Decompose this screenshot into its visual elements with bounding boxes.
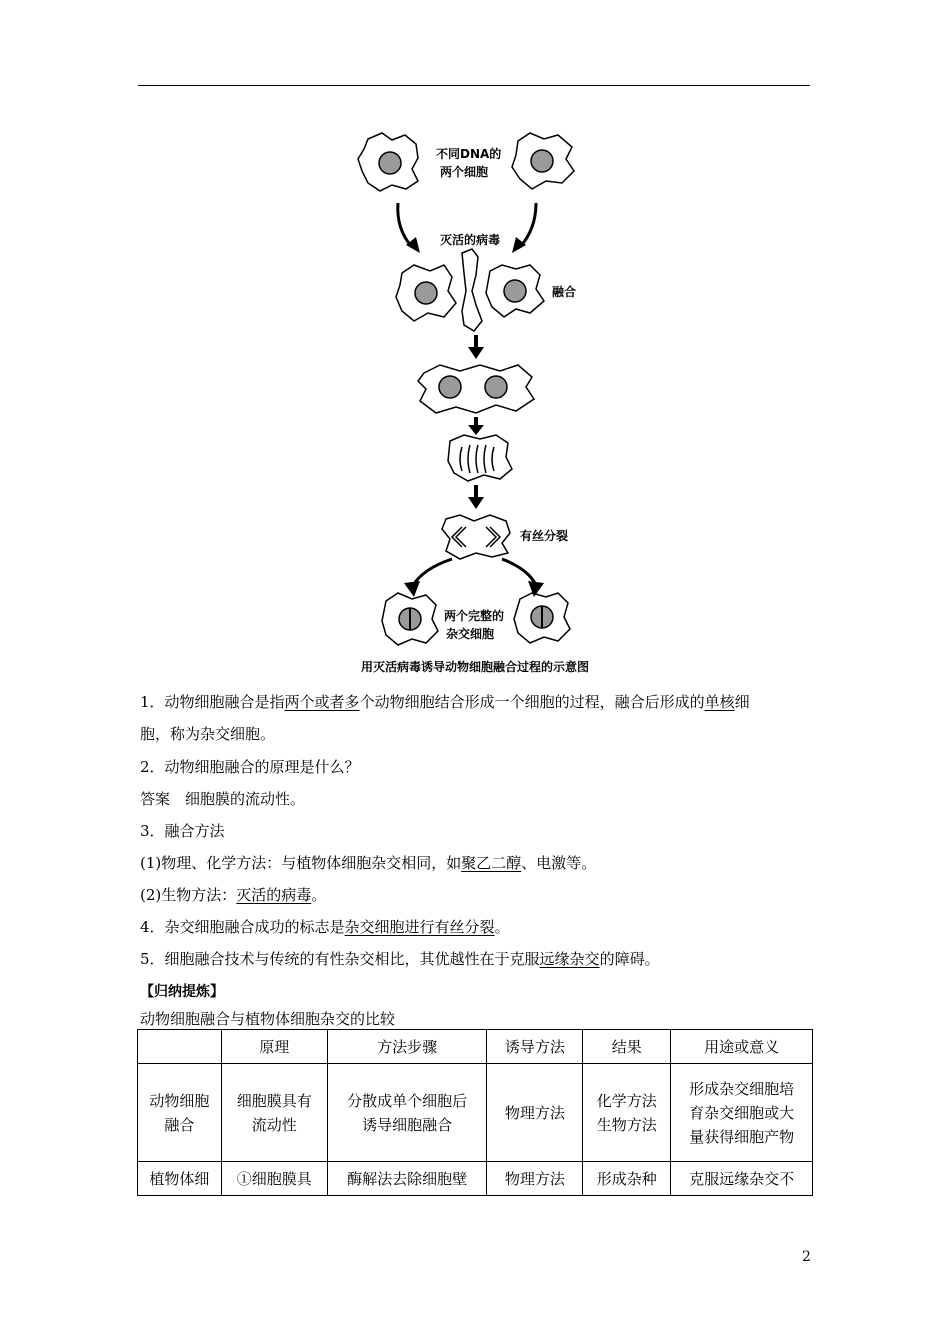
label-two-cells: 两个细胞 [440,165,489,179]
item-1-line2: 胞，称为杂交细胞。 [140,725,276,743]
comparison-table [137,1029,813,1196]
table-row [138,1162,813,1196]
table-cell: 形成杂种 [583,1162,671,1196]
header-cell: 方法步骤 [327,1030,487,1064]
table-cell: 化学方法 生物方法 [583,1064,671,1162]
nucleus [531,150,553,172]
label-fusion: 融合 [552,285,577,299]
table-cell: 物理方法 [487,1064,583,1162]
table-row [138,1064,813,1162]
diagram-graphic [340,125,610,655]
table-cell: 形成杂交细胞培 育杂交细胞或大 量获得细胞产物 [671,1064,813,1162]
table-header-row [138,1030,813,1064]
item-3-2: (2)生物方法：灭活的病毒。 [140,886,327,904]
table-cell: ①细胞膜具 [221,1162,327,1196]
cell-fusion-diagram [340,125,610,655]
cell-shape [418,365,534,413]
header-cell: 结果 [583,1030,671,1064]
table-cell: 酶解法去除细胞壁 [327,1162,487,1196]
nucleus [439,376,461,398]
header-cell: 用途或意义 [671,1030,813,1064]
item-3: 3．融合方法 [140,822,225,840]
label-hybrid-cells: 杂交细胞 [446,627,495,641]
item-1: 1．动物细胞融合是指两个或者多个动物细胞结合形成一个细胞的过程，融合后形成的单核细 [140,693,750,711]
header-cell: 诱导方法 [487,1030,583,1064]
virus-shape [462,249,482,331]
label-different-dna: 不同DNA的 [436,147,502,161]
label-inactivated-virus: 灭活的病毒 [440,233,501,247]
table-cell: 分散成单个细胞后 诱导细胞融合 [327,1064,487,1162]
header-cell [138,1030,222,1064]
header-rule [138,85,810,86]
table-cell: 物理方法 [487,1162,583,1196]
nucleus [415,282,437,304]
table-cell: 动物细胞 融合 [138,1064,222,1162]
figure-caption: 用灭活病毒诱导动物细胞融合过程的示意图 [360,660,589,674]
header-cell: 原理 [221,1030,327,1064]
item-2: 2．动物细胞融合的原理是什么？ [140,758,360,776]
item-5: 5．细胞融合技术与传统的有性杂交相比，其优越性在于克服远缘杂交的障碍。 [140,950,660,968]
nucleus [504,280,526,302]
table-cell: 克服远缘杂交不 [671,1162,813,1196]
nucleus [485,376,507,398]
table-cell: 细胞膜具有 流动性 [221,1064,327,1162]
label-two-complete: 两个完整的 [444,609,505,623]
item-3-1: (1)物理、化学方法：与植物体细胞杂交相同，如聚乙二醇、电激等。 [140,854,597,872]
table-title: 动物细胞融合与植物体细胞杂交的比较 [140,1010,396,1028]
cell-shape [448,435,512,481]
item-4: 4．杂交细胞融合成功的标志是杂交细胞进行有丝分裂。 [140,918,510,936]
answer: 答案 细胞膜的流动性。 [140,790,306,808]
table-cell: 植物体细 [138,1162,222,1196]
label-mitosis: 有丝分裂 [520,529,569,543]
nucleus [379,152,401,174]
page-number: 2 [802,1249,811,1265]
summary-heading: 【归纳提炼】 [140,984,224,1000]
